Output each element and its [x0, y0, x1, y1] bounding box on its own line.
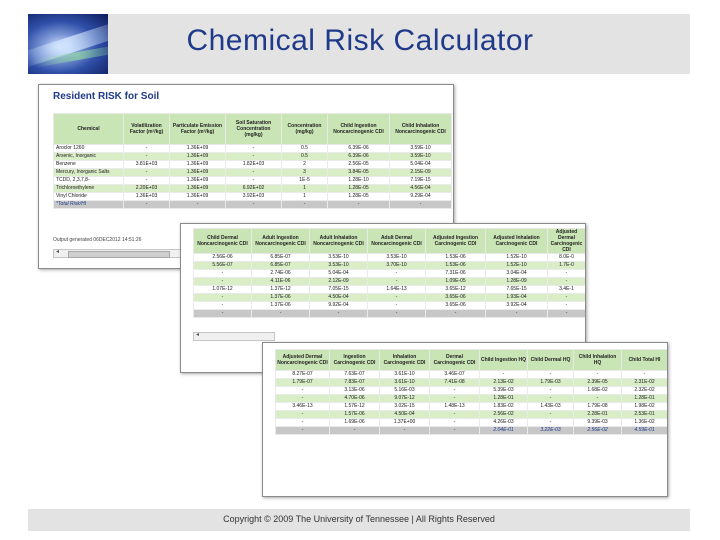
- table-cell: 1.36E-02: [622, 419, 668, 427]
- table-cell: 6.85E-07: [252, 262, 310, 270]
- table-cell: 4.50E-04: [310, 294, 368, 302]
- table-cell: 3.81E+03: [124, 161, 170, 169]
- table-cell: 7.19E-15: [390, 177, 452, 185]
- table-row: [194, 294, 586, 302]
- table-cell: 1.36E+09: [170, 193, 226, 201]
- table-cell: 1.83E-02: [480, 403, 528, 411]
- table-cell: -: [528, 395, 574, 403]
- horizontal-scrollbar[interactable]: [193, 332, 275, 341]
- table-cell: 6.85E-07: [252, 254, 310, 262]
- table-cell: 1.28E-05: [328, 185, 390, 193]
- table-cell: -: [282, 201, 328, 209]
- table-cell: 3.53E-10: [310, 254, 368, 262]
- table-header-row: [194, 229, 586, 254]
- table-cell: 3.46E-07: [430, 371, 480, 379]
- column-header[interactable]: Adjusted Ingestion Carcinogenic CDI: [426, 229, 486, 254]
- table-cell: -: [194, 294, 252, 302]
- table-cell: -: [430, 395, 480, 403]
- table-row: [54, 161, 452, 169]
- table-cell: 3.04E-04: [486, 270, 548, 278]
- column-header[interactable]: Child Ingestion HQ: [480, 350, 528, 371]
- table-cell: 1.07E-12: [194, 286, 252, 294]
- table-cell: -: [368, 278, 426, 286]
- table-cell: -: [390, 201, 452, 209]
- chemical-cell: Arsenic, Inorganic: [54, 153, 124, 161]
- table-cell: -: [486, 310, 548, 318]
- table-cell: -: [276, 387, 330, 395]
- table-cell: 4.56E-04: [390, 185, 452, 193]
- table-cell: 1.28E-10: [328, 177, 390, 185]
- table-cell: 3.53E-10: [368, 254, 426, 262]
- table-row: [276, 371, 668, 379]
- table-cell: -: [548, 294, 586, 302]
- table-cell: 1.57E-12: [330, 403, 380, 411]
- table-cell: -: [194, 270, 252, 278]
- table-cell: -: [548, 278, 586, 286]
- page-title: Chemical Risk Calculator: [186, 24, 534, 57]
- table-cell: 1.53E-06: [426, 262, 486, 270]
- table-cell: 5.39E-03: [480, 387, 528, 395]
- table-cell: 3: [282, 169, 328, 177]
- table-cell: 1.64E-13: [368, 286, 426, 294]
- table-cell: 2.28E-01: [574, 411, 622, 419]
- column-header[interactable]: Volatilization Factor (m³/kg): [124, 114, 170, 145]
- table-cell: -: [226, 153, 282, 161]
- horizontal-scrollbar[interactable]: [53, 249, 195, 258]
- chemical-cell: Aroclor 1260: [54, 145, 124, 153]
- table-cell: 7.05E-15: [310, 286, 368, 294]
- chemical-cell: Mercury, Inorganic Salts: [54, 169, 124, 177]
- table-cell: -: [124, 177, 170, 185]
- table-cell: 9.39E-03: [574, 419, 622, 427]
- table-cell: 2.32E-02: [622, 387, 668, 395]
- table-cell: -: [276, 395, 330, 403]
- table-row: [54, 169, 452, 177]
- table-cell: 1.37E-12: [252, 286, 310, 294]
- table-cell: -: [194, 278, 252, 286]
- footer-bar: [28, 509, 690, 531]
- table-cell: -: [368, 294, 426, 302]
- table-cell: 1.52E-10: [486, 254, 548, 262]
- table-cell: 5.04E-04: [310, 270, 368, 278]
- table-cell: 3.70E-10: [368, 262, 426, 270]
- table-cell: 1.82E+03: [226, 161, 282, 169]
- table-cell: 9.07E-12: [380, 395, 430, 403]
- table-cell: -: [574, 395, 622, 403]
- table-cell: 2.12E-09: [310, 278, 368, 286]
- table-cell: -: [310, 310, 368, 318]
- table-cell: 1.7E-0: [548, 262, 586, 270]
- table-cell: 1.36E+09: [170, 169, 226, 177]
- table-cell: 3.92E+03: [226, 193, 282, 201]
- table-cell: -: [528, 411, 574, 419]
- table-cell: -: [226, 145, 282, 153]
- column-header[interactable]: Child Inhalation HQ: [574, 350, 622, 371]
- table-row: [54, 193, 452, 201]
- table-cell: 2.15E-09: [390, 169, 452, 177]
- table-cell: -: [124, 169, 170, 177]
- table-cell: 2.31E-02: [622, 379, 668, 387]
- table-row: [276, 403, 668, 411]
- total-row: [276, 427, 668, 435]
- table-cell: -: [622, 371, 668, 379]
- table-cell: 3.61E-10: [380, 379, 430, 387]
- total-cell: 2.04E-01: [480, 427, 528, 435]
- table-cell: 3.13E-06: [330, 387, 380, 395]
- column-header[interactable]: Child Dermal Noncarcinogenic CDI: [194, 229, 252, 254]
- table-cell: 4.26E-03: [480, 419, 528, 427]
- column-header[interactable]: Concentration (mg/kg): [282, 114, 328, 145]
- table-cell: 3.61E-10: [380, 371, 430, 379]
- scroll-left-icon[interactable]: ◂: [196, 332, 200, 338]
- table-cell: 6.39E-06: [328, 145, 390, 153]
- table-cell: 2.20E+03: [124, 185, 170, 193]
- total-row: [194, 310, 586, 318]
- table-cell: 5.56E-07: [194, 262, 252, 270]
- table-cell: 2: [282, 161, 328, 169]
- table-cell: 1.36E+09: [170, 177, 226, 185]
- total-cell: 4.59E-01: [622, 427, 668, 435]
- table-cell: 3.92E-04: [486, 302, 548, 310]
- table-cell: 4.11E-06: [252, 278, 310, 286]
- table-cell: 6.39E-06: [328, 153, 390, 161]
- table-cell: 4.50E-04: [380, 411, 430, 419]
- table-cell: 3.65E-12: [426, 286, 486, 294]
- table-row: [276, 419, 668, 427]
- table-cell: 1.79E-03: [528, 379, 574, 387]
- table-cell: 1.28E-01: [622, 395, 668, 403]
- table-row: [276, 379, 668, 387]
- chemical-cell: Trichloroethylene: [54, 185, 124, 193]
- table-cell: 3.59E-10: [390, 145, 452, 153]
- table-cell: 7.31E-06: [426, 270, 486, 278]
- column-header[interactable]: Adult Dermal Noncarcinogenic CDI: [368, 229, 426, 254]
- table-cell: -: [124, 153, 170, 161]
- table-cell: 2.56E-02: [480, 411, 528, 419]
- table-cell: -: [252, 310, 310, 318]
- table-cell: 2.56E-05: [328, 161, 390, 169]
- table-cell: 7.65E-15: [486, 286, 548, 294]
- total-cell: 3.22E-03: [528, 427, 574, 435]
- table-cell: 1.28E-05: [328, 193, 390, 201]
- table-cell: 1.36E+09: [170, 185, 226, 193]
- table-cell: 3.53E-10: [310, 262, 368, 270]
- table-cell: -: [194, 310, 252, 318]
- table-cell: -: [226, 177, 282, 185]
- table-cell: -: [480, 371, 528, 379]
- table-cell: 0.5: [282, 145, 328, 153]
- table-cell: -: [426, 310, 486, 318]
- column-header[interactable]: Chemical: [54, 114, 124, 145]
- table-cell: 3.65E-06: [426, 302, 486, 310]
- table-row: [54, 177, 452, 185]
- table-cell: -: [430, 419, 480, 427]
- table-cell: 1.36E+09: [170, 161, 226, 169]
- table-cell: -: [548, 310, 586, 318]
- table-cell: -: [528, 387, 574, 395]
- table-cell: 1.68E-02: [574, 387, 622, 395]
- table-cell: 1.28E-01: [480, 395, 528, 403]
- table-cell: 1.53E-06: [426, 254, 486, 262]
- table-row: [194, 254, 586, 262]
- column-header[interactable]: Inhalation Carcinogenic CDI: [380, 350, 430, 371]
- table-row: [276, 387, 668, 395]
- column-header[interactable]: Adjusted Dermal Noncarcinogenic CDI: [276, 350, 330, 371]
- table-cell: 4.70E-06: [330, 395, 380, 403]
- chemical-cell: Vinyl Chloride: [54, 193, 124, 201]
- table-cell: 1.36E+03: [124, 193, 170, 201]
- table-cell: 9.29E-04: [390, 193, 452, 201]
- table-cell: 5.16E-03: [380, 387, 430, 395]
- panel-title: Resident RISK for Soil: [53, 91, 160, 102]
- column-header[interactable]: Child Ingestion Noncarcinogenic CDI: [328, 114, 390, 145]
- column-header[interactable]: Child Inhalation Noncarcinogenic CDI: [390, 114, 452, 145]
- column-header[interactable]: Ingestion Carcinogenic CDI: [330, 350, 380, 371]
- table-cell: 1.57E-06: [330, 411, 380, 419]
- table-row: [54, 185, 452, 193]
- table-cell: -: [226, 201, 282, 209]
- table-cell: 2.13E-02: [480, 379, 528, 387]
- table-cell: 3.46E-13: [276, 403, 330, 411]
- table-header-row: [54, 114, 452, 145]
- table-cell: 1.28E-09: [486, 278, 548, 286]
- table-row: [194, 286, 586, 294]
- table-cell: 1.93E-04: [486, 294, 548, 302]
- table-cell: 6.92E+02: [226, 185, 282, 193]
- table-cell: -: [330, 427, 380, 435]
- column-header[interactable]: Adult Ingestion Noncarcinogenic CDI: [252, 229, 310, 254]
- table-cell: -: [380, 427, 430, 435]
- table-cell: 8.0E-0: [548, 254, 586, 262]
- table-cell: 7.83E-07: [330, 379, 380, 387]
- table-row: [276, 411, 668, 419]
- total-label: *Total Risk/HI: [54, 201, 124, 209]
- total-row: [54, 201, 452, 209]
- resident-risk-table: [53, 113, 452, 209]
- table-cell: 1.43E-03: [528, 403, 574, 411]
- copyright-text: Copyright © 2009 The University of Tennessee | All Rights Reserved: [223, 514, 495, 524]
- table-cell: 1.79E-07: [276, 379, 330, 387]
- table-cell: 1.52E-10: [486, 262, 548, 270]
- table-cell: -: [226, 169, 282, 177]
- hazard-quotient-table: [275, 349, 668, 435]
- hazard-quotient-window: [262, 342, 668, 497]
- column-header[interactable]: Particulate Emission Factor (m³/kg): [170, 114, 226, 145]
- table-cell: -: [276, 411, 330, 419]
- table-cell: -: [548, 302, 586, 310]
- column-header[interactable]: Adjusted Dermal Carcinogenic CDI: [548, 229, 586, 254]
- table-row: [54, 153, 452, 161]
- table-cell: 3.4E-1: [548, 286, 586, 294]
- table-cell: 3.59E-10: [390, 153, 452, 161]
- table-cell: 1.37E-06: [252, 302, 310, 310]
- table-cell: 3.02E-15: [380, 403, 430, 411]
- column-header[interactable]: Soil Saturation Concentration (mg/kg): [226, 114, 282, 145]
- total-cell: 2.56E-02: [574, 427, 622, 435]
- table-cell: -: [276, 427, 330, 435]
- chemical-cell: TCDD, 2,3,7,8-: [54, 177, 124, 185]
- table-cell: 1.37E-06: [252, 294, 310, 302]
- table-cell: -: [194, 302, 252, 310]
- table-cell: 1.98E-02: [622, 403, 668, 411]
- table-cell: -: [574, 371, 622, 379]
- table-cell: -: [276, 419, 330, 427]
- table-row: [194, 270, 586, 278]
- column-header[interactable]: Child Total HI: [622, 350, 668, 371]
- chemical-cell: Benzene: [54, 161, 124, 169]
- table-row: [276, 395, 668, 403]
- table-cell: 3.84E-05: [328, 169, 390, 177]
- table-cell: 7.63E-07: [330, 371, 380, 379]
- table-cell: 1.48E-13: [430, 403, 480, 411]
- table-cell: 1.36E+09: [170, 145, 226, 153]
- output-timestamp: Output generated 06DEC2012 14:51:26: [53, 237, 142, 243]
- table-cell: 1.09E-05: [426, 278, 486, 286]
- column-header[interactable]: Child Dermal HQ: [528, 350, 574, 371]
- table-cell: 2.74E-06: [252, 270, 310, 278]
- scrollbar-thumb[interactable]: [68, 251, 170, 258]
- table-header-row: [276, 350, 668, 371]
- table-cell: -: [124, 145, 170, 153]
- table-cell: 1: [282, 193, 328, 201]
- table-cell: 8.27E-07: [276, 371, 330, 379]
- table-cell: 9.92E-04: [310, 302, 368, 310]
- table-row: [194, 302, 586, 310]
- table-row: [194, 278, 586, 286]
- table-cell: 3.65E-06: [426, 294, 486, 302]
- table-cell: -: [368, 270, 426, 278]
- table-cell: 1E-5: [282, 177, 328, 185]
- table-cell: -: [528, 371, 574, 379]
- column-header[interactable]: Adjusted Inhalation Carcinogenic CDI: [486, 229, 548, 254]
- table-cell: -: [430, 387, 480, 395]
- table-cell: 1.79E-08: [574, 403, 622, 411]
- table-cell: 2.56E-06: [194, 254, 252, 262]
- table-cell: -: [124, 201, 170, 209]
- table-cell: -: [328, 201, 390, 209]
- table-cell: -: [528, 419, 574, 427]
- table-cell: 2.39E-05: [574, 379, 622, 387]
- column-header[interactable]: Adult Inhalation Noncarcinogenic CDI: [310, 229, 368, 254]
- column-header[interactable]: Dermal Carcinogenic CDI: [430, 350, 480, 371]
- table-cell: 7.41E-08: [430, 379, 480, 387]
- table-cell: 1.37E+00: [380, 419, 430, 427]
- table-cell: -: [368, 302, 426, 310]
- logo-image: [28, 14, 108, 74]
- table-cell: 5.04E-04: [390, 161, 452, 169]
- table-cell: 1.36E+09: [170, 153, 226, 161]
- table-cell: -: [368, 310, 426, 318]
- table-cell: 2.53E-01: [622, 411, 668, 419]
- table-cell: -: [548, 270, 586, 278]
- table-row: [194, 262, 586, 270]
- table-cell: 1: [282, 185, 328, 193]
- table-cell: 1.69E-06: [330, 419, 380, 427]
- table-cell: -: [430, 411, 480, 419]
- scroll-left-icon[interactable]: ◂: [56, 249, 60, 255]
- table-cell: -: [170, 201, 226, 209]
- table-cell: 0.5: [282, 153, 328, 161]
- table-row: [54, 145, 452, 153]
- table-cell: -: [430, 427, 480, 435]
- cdi-results-table: [193, 228, 586, 318]
